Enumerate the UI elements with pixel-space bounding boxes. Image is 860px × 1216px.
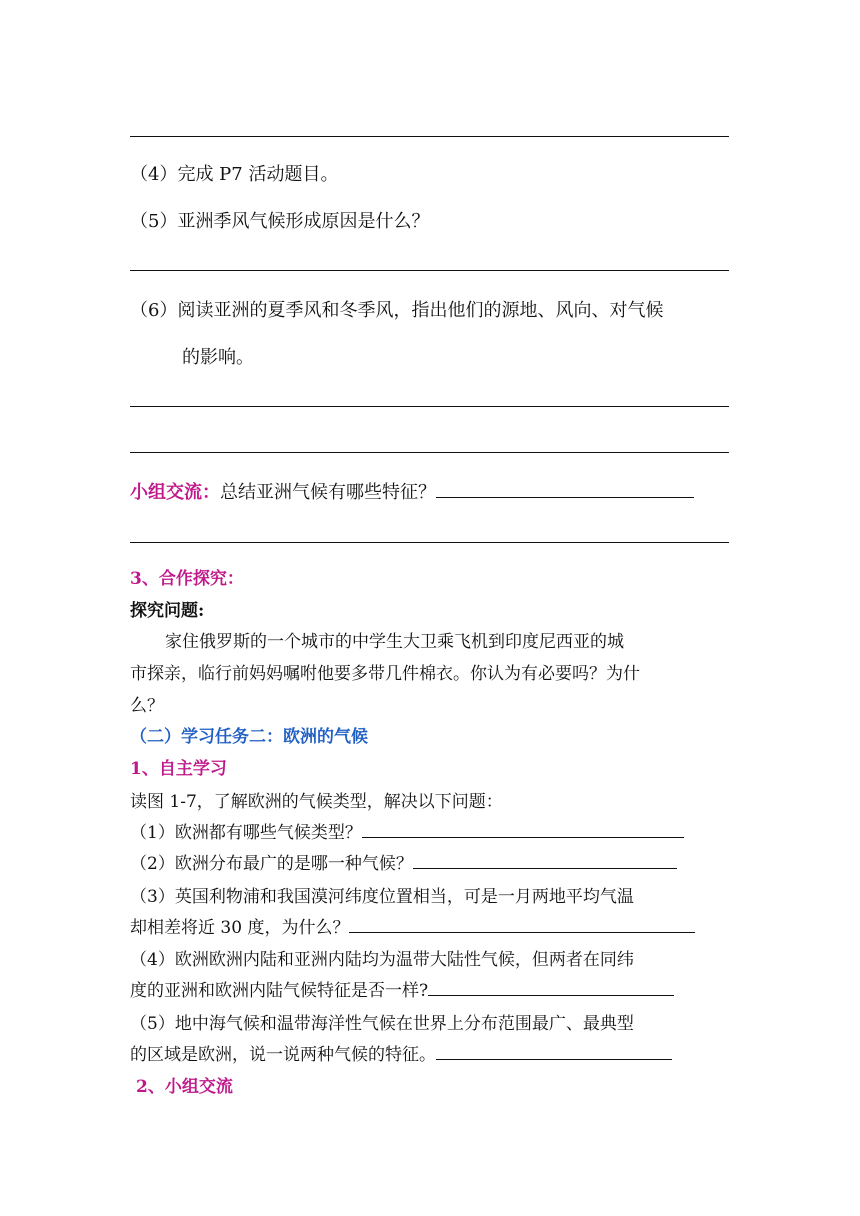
group-exchange-2-title: 2、小组交流 [136,1077,233,1097]
task-2-title: （二）学习任务二：欧洲的气候 [130,727,368,747]
question-6-line-1: （6）阅读亚洲的夏季风和冬季风，指出他们的源地、风向、对气候 [130,300,664,321]
answer-line [130,136,729,137]
group-exchange [130,478,730,504]
question-4: （4）完成 P7 活动题目。 [130,164,339,185]
answer-line [130,542,729,543]
answer-blank [436,479,694,498]
explore-line-2: 市探亲，临行前妈妈嘱咐他要多带几件棉衣。你认为有必要吗？为什 [130,664,640,684]
intro-text: 读图 1-7，了解欧洲的气候类型，解决以下问题： [130,792,503,812]
europe-question-4-line-1: （4）欧洲欧洲内陆和亚洲内陆均为温带大陆性气候，但两者在同纬 [130,950,634,970]
answer-line [130,270,729,271]
answer-blank [436,1041,672,1060]
question-6-line-2: 的影响。 [182,347,254,368]
answer-line [130,452,729,453]
europe-question-3-line-1: （3）英国利物浦和我国漠河纬度位置相当，可是一月两地平均气温 [130,887,634,907]
explore-line-3: 么？ [130,696,164,716]
europe-question-1: （1）欧洲都有哪些气候类型？ [130,818,730,843]
europe-question-5-line-2: 的区域是欧洲，说一说两种气候的特征。 [130,1040,730,1065]
group-exchange-label: 小组交流： [130,482,220,503]
europe-question-4-line-2: 度的亚洲和欧洲内陆气候特征是否一样? [130,976,730,1001]
group-exchange-question: 总结亚洲气候有哪些特征？ [220,482,436,503]
explore-line-1: 家住俄罗斯的一个城市的中学生大卫乘飞机到印度尼西亚的城 [165,632,624,652]
explore-label: 探究问题: [130,601,205,621]
answer-blank [349,914,695,933]
answer-blank [413,850,677,869]
question-5: （5）亚洲季风气候形成原因是什么？ [130,211,430,232]
europe-question-3-line-2: 却相差将近 30 度，为什么？ [130,913,730,938]
section-3-title: 3、合作探究： [130,569,244,589]
answer-blank [362,819,684,838]
europe-question-5-line-1: （5）地中海气候和温带海洋性气候在世界上分布范围最广、最典型 [130,1014,634,1034]
answer-line [130,406,729,407]
answer-blank [428,977,674,996]
self-study-title: 1、自主学习 [130,759,227,779]
europe-question-2: （2）欧洲分布最广的是哪一种气候？ [130,849,730,874]
